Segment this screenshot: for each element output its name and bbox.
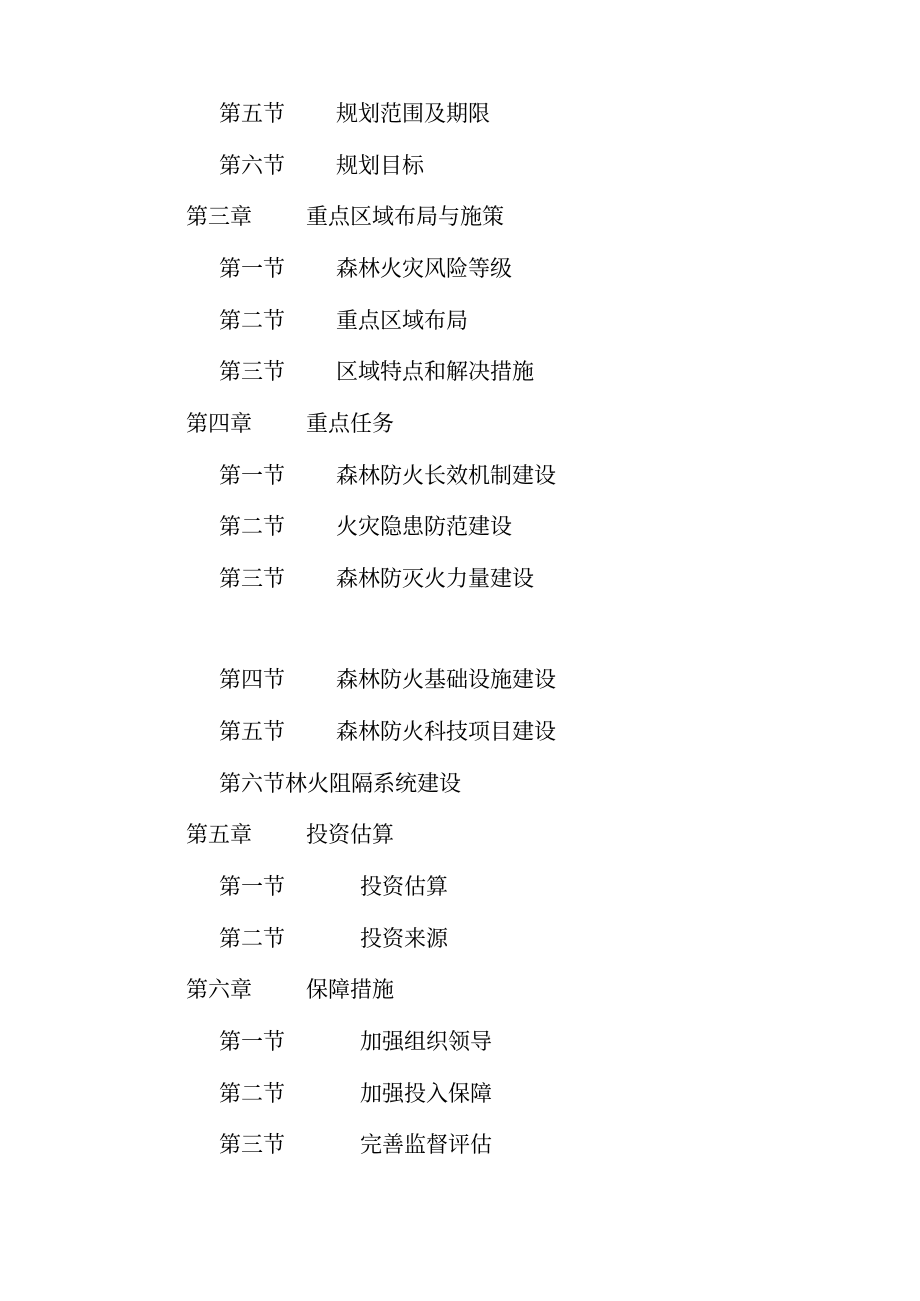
toc-chapter-number: 第六章: [186, 978, 253, 1003]
toc-section-number: 第三节: [219, 567, 286, 592]
toc-section-title: 重点区域布局: [336, 309, 469, 334]
toc-section-number: 第三节: [219, 360, 286, 385]
toc-section-title: 完善监督评估: [360, 1133, 493, 1158]
toc-section-number: 第五节: [219, 720, 286, 745]
toc-section-title: 加强组织领导: [360, 1030, 493, 1055]
toc-section-title: 森林防火长效机制建设: [336, 464, 557, 489]
toc-section-title: 投资来源: [360, 927, 449, 952]
toc-section-number: 第一节: [219, 257, 286, 282]
toc-section-title: 投资估算: [360, 875, 449, 900]
toc-chapter-title: 重点任务: [306, 412, 395, 437]
toc-section-title: 区域特点和解决措施: [336, 360, 535, 385]
toc-section-number: 第一节: [219, 875, 286, 900]
toc-section-number: 第三节: [219, 1133, 286, 1158]
toc-section-number: 第一节: [219, 1030, 286, 1055]
toc-section-number: 第四节: [219, 668, 286, 693]
toc-section-number: 第一节: [219, 464, 286, 489]
toc-section-title: 森林火灾风险等级: [336, 257, 513, 282]
toc-section-number: 第六节: [219, 154, 286, 179]
toc-section-number: 第五节: [219, 102, 286, 127]
toc-section-title: 规划目标: [336, 154, 425, 179]
toc-section-title: 森林防火基础设施建设: [336, 668, 557, 693]
toc-chapter-title: 重点区域布局与施策: [306, 205, 505, 230]
toc-section-number: 第二节: [219, 1082, 286, 1107]
toc-section-title: 森林防火科技项目建设: [336, 720, 557, 745]
toc-section-title: 森林防灭火力量建设: [336, 567, 535, 592]
toc-chapter-title: 保障措施: [306, 978, 395, 1003]
toc-section-number: 第二节: [219, 515, 286, 540]
toc-section-title: 火灾隐患防范建设: [336, 515, 513, 540]
toc-section-title: 规划范围及期限: [336, 102, 491, 127]
toc-section-number: 第六节林火阻隔系统建设: [219, 772, 462, 797]
toc-chapter-number: 第五章: [186, 823, 253, 848]
toc-section-number: 第二节: [219, 927, 286, 952]
toc-section-title: 加强投入保障: [360, 1082, 493, 1107]
toc-chapter-number: 第三章: [186, 205, 253, 230]
toc-chapter-number: 第四章: [186, 412, 253, 437]
toc-section-number: 第二节: [219, 309, 286, 334]
toc-chapter-title: 投资估算: [306, 823, 395, 848]
